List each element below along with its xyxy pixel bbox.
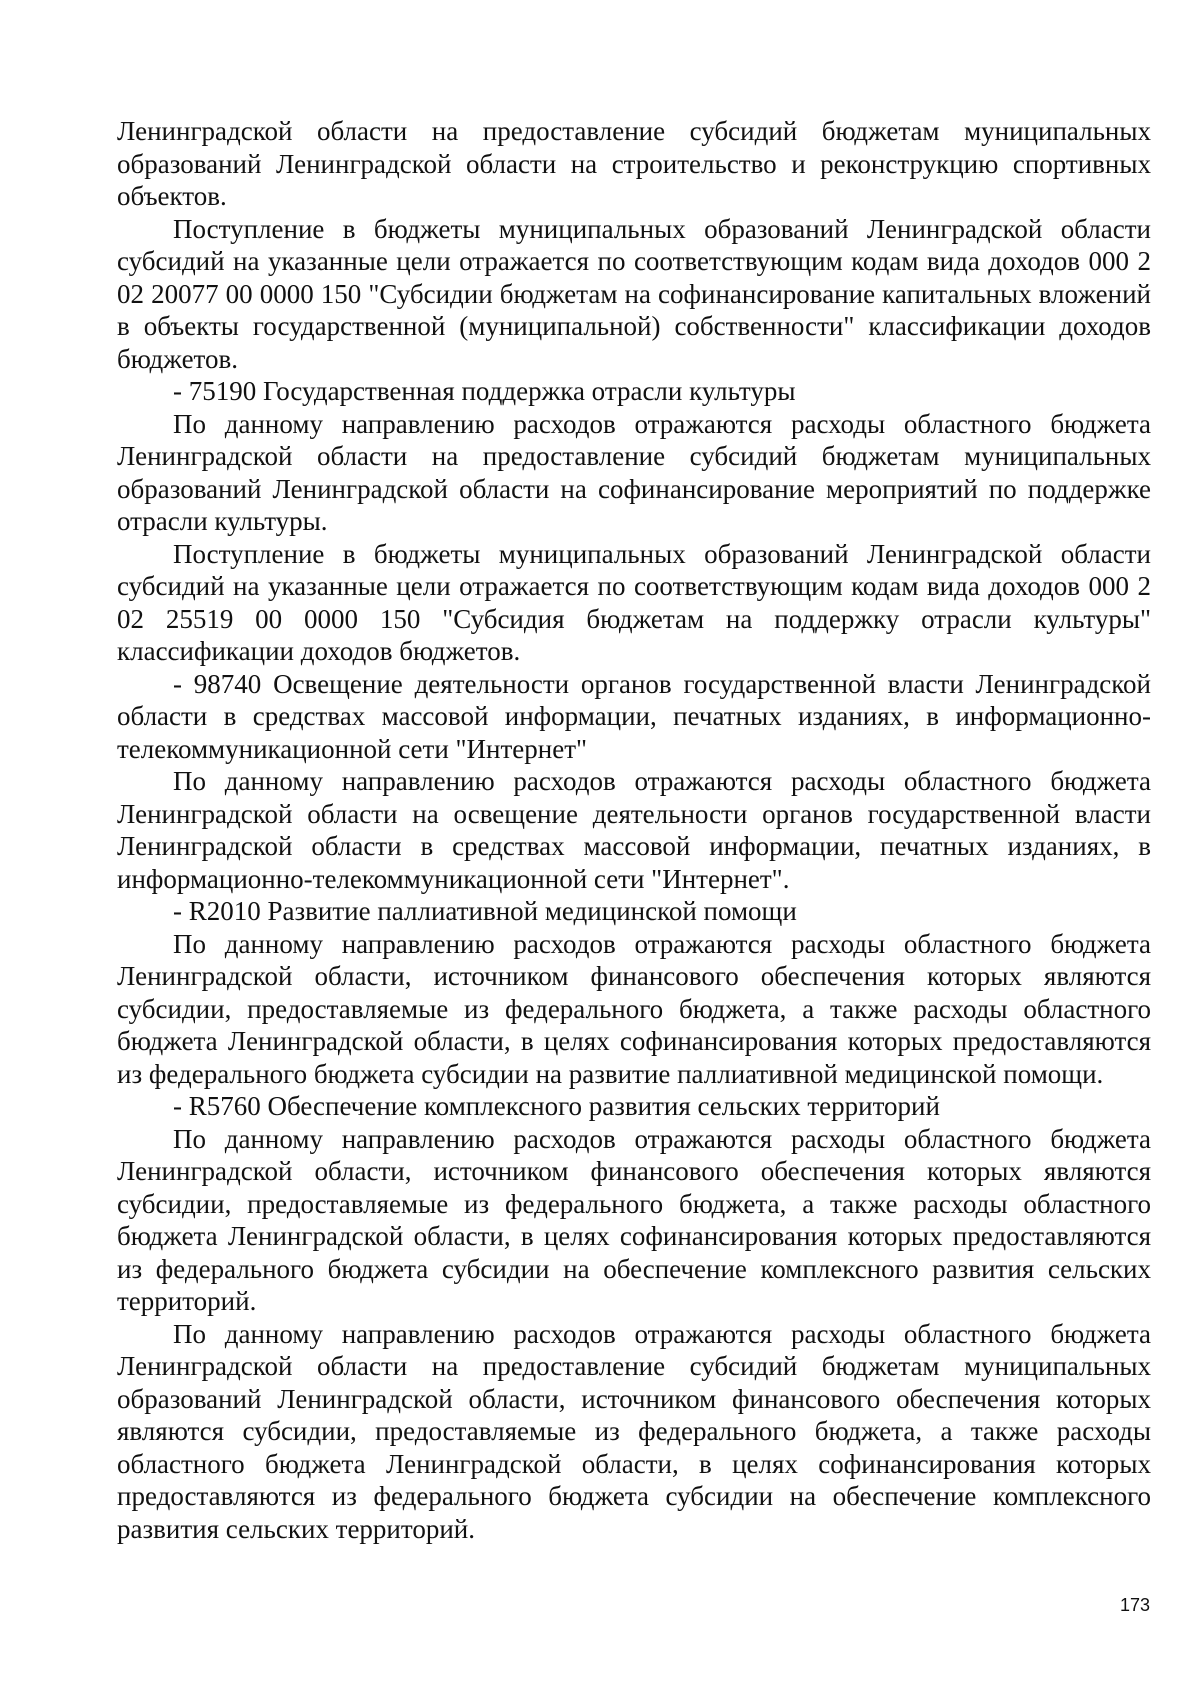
section-heading: - R2010 Развитие паллиативной медицинской помощи <box>173 896 797 926</box>
paragraph: Поступление в бюджеты муниципальных образований Ленинградской области субсидий на указанные цели отражается по соответствующим кодам вида доходов 000 2 02 25519 00 0000 150 "Субсидия бюджетам на поддержку отрасли культуры" классификации доходов бюджетов. <box>117 538 1151 666</box>
section-heading: - 98740 Освещение деятельности органов государственной власти Ленинградской области в средствах массовой информации, печатных изданиях, в информационно-телекоммуникационной сети "Интернет" <box>117 668 1151 764</box>
paragraph: По данному направлению расходов отражаются расходы областного бюджета Ленинградской области на предоставление субсидий бюджетам муниципальных образований Ленинградской области на софинансирование мероприятий по поддержке отрасли культуры. <box>117 408 1151 536</box>
paragraph: Поступление в бюджеты муниципальных образований Ленинградской области субсидий на указанные цели отражается по соответствующим кодам вида доходов 000 2 02 20077 00 0000 150 "Субсидии бюджетам на софинансирование капитальных вложений в объекты государственной (муниципальной) собственности" классификации доходов бюджетов. <box>117 213 1151 374</box>
paragraph: По данному направлению расходов отражаются расходы областного бюджета Ленинградской области на предоставление субсидий бюджетам муниципальных образований Ленинградской области, источником финансового обеспечения которых являются субсидии, предоставляемые из федерального бюджета, а также расходы областного бюджета Ленинградской области, в целях софинансирования которых предоставляются из федерального бюджета субсидии на обеспечение комплексного развития сельских территорий. <box>117 1318 1151 1544</box>
paragraph: По данному направлению расходов отражаются расходы областного бюджета Ленинградской области, источником финансового обеспечения которых являются субсидии, предоставляемые из федерального бюджета, а также расходы областного бюджета Ленинградской области, в целях софинансирования которых предоставляются из федерального бюджета субсидии на обеспечение комплексного развития сельских территорий. <box>117 1123 1151 1316</box>
page-number: 173 <box>1119 1595 1151 1615</box>
document-body <box>117 115 1151 1545</box>
paragraph: По данному направлению расходов отражаются расходы областного бюджета Ленинградской области, источником финансового обеспечения которых являются субсидии, предоставляемые из федерального бюджета, а также расходы областного бюджета Ленинградской области, в целях софинансирования которых предоставляются из федерального бюджета субсидии на развитие паллиативной медицинской помощи. <box>117 928 1151 1089</box>
paragraph: Ленинградской области на предоставление субсидий бюджетам муниципальных образований Ленинградской области на строительство и реконструкцию спортивных объектов. <box>117 116 1151 211</box>
section-heading: - 75190 Государственная поддержка отрасли культуры <box>173 376 796 406</box>
section-heading: - R5760 Обеспечение комплексного развития сельских территорий <box>173 1091 940 1121</box>
paragraph: По данному направлению расходов отражаются расходы областного бюджета Ленинградской области на освещение деятельности органов государственной власти Ленинградской области в средствах массовой информации, печатных изданиях, в информационно-телекоммуникационной сети "Интернет". <box>117 766 1151 894</box>
